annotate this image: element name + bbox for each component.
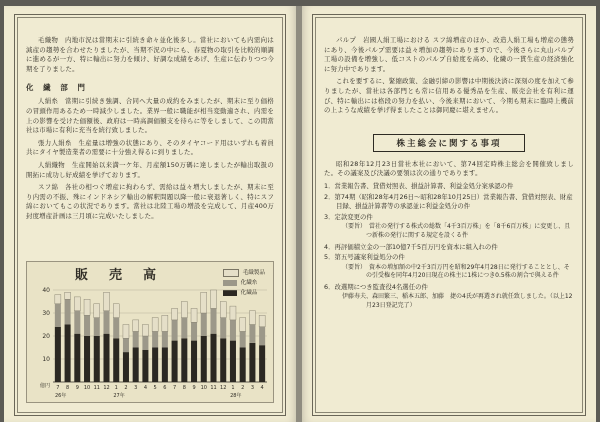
bar-segment [230, 320, 236, 341]
year-label: 28年 [230, 393, 242, 399]
agenda-item-4: 4．再評価積立金の一部10億7千5百万円を資本に組入れの件 [324, 242, 498, 251]
bar-segment [152, 348, 158, 383]
agenda-item-2: 2．第74期（昭和28年4月26日〜昭和28年10月25日）営業報告書、貸借対照表、財産目録、損益計算書等の承認並に利益金処分の件 [324, 192, 573, 211]
right-page [302, 6, 596, 422]
bar-segment [201, 292, 207, 313]
x-tick-label: 4 [260, 385, 264, 391]
bar-segment [210, 290, 216, 308]
x-tick-label: 1 [231, 385, 235, 391]
bar-segment [210, 334, 216, 382]
x-tick-label: 8 [182, 385, 186, 391]
agenda-note-5: （要旨） 資本の増加額の中2千3百万円を昭和29年4月28日に発行することとし、その引受権を同年4月20日現在の株主に1株につき0.5株の割合で與える件 [342, 263, 570, 280]
bar-segment [162, 331, 168, 347]
paragraph-staple-fiber: スフ綿 各社の相つぐ増産に拘わらず、需給は益々増大しましたが、期末に至り内需の不振、殊にインドネシア輸出の解釈問題以降一般に衰退著しく、特にスフ綿においてもこの状況であります。當社は北陸工場の増設を完成して、月産400万封度増産計画は三月頃に完成いたしました。 [26, 183, 274, 220]
bar-segment [162, 348, 168, 383]
bar-segment [123, 338, 129, 352]
bar-segment [84, 336, 90, 382]
paragraph-pulp: パルプ 岩國人絹工場における スフ綿増産のほか、改造人絹工場も増産の態勢にあり、今後パルプ需要は益々増加の趨勢にありますので、今後さらに丸山パルプ工場の設備を増強し、低コストのパルプ自給度を高め、化繊の一貫生産の経済強化に努力中であります。 [324, 36, 574, 73]
x-tick-label: 11 [93, 385, 100, 391]
bar-segment [113, 318, 119, 339]
bar-segment [142, 350, 148, 382]
bar-segment [249, 343, 255, 382]
x-tick-label: 1 [114, 385, 118, 391]
x-tick-label: 8 [65, 385, 70, 391]
meeting-intro: 昭和28年12月23日當社本社において、第74回定時株主総会を開催致しました。その議案及び決議の要領は次の通りであります。 [324, 159, 574, 178]
bar-segment [210, 308, 216, 333]
x-tick-label: 10 [83, 385, 91, 391]
bar-segment [55, 327, 61, 382]
y-unit-label: 億円 [39, 383, 50, 389]
bar-segment [259, 315, 265, 327]
bar-segment [201, 336, 207, 382]
right-page-content [324, 36, 574, 313]
agenda-item-6-members: 伊藤寿夫、森田繁三、稲本五郎、加藤 捷の4氏が再選され就任致しました。（以上12月23日登記完了） [342, 293, 573, 310]
bar-segment [191, 322, 197, 340]
bar-segment [152, 331, 158, 347]
bar-segment [220, 318, 226, 339]
bar-segment [162, 315, 168, 331]
y-tick-label: 10 [42, 356, 50, 363]
bar-segment [133, 320, 139, 332]
chart-title: 販 売 高 [75, 268, 161, 283]
bar-segment [65, 299, 71, 324]
bar-segment [230, 341, 236, 382]
paragraph-tire-cord: 張力人絹糸 生産量は増強の状態にあり、そのタイヤコード用はいずれも着員共にタイヤ製造業者の需要に十分強え得るに到りました。 [26, 138, 274, 157]
paragraph-rayon: 人絹糸 當期に引続き強調、合同へ大量の成約をみましたが、期末に至り価格の冒頭作用あるため一時減少しました。業界一般に職能が相当変動適され、内需を上の影響を受けた価額後、政府は一時高調価額支を待らに等をしまして、この間當社は市場に有利に充当を続行致しました。 [26, 97, 274, 135]
left-page [4, 6, 296, 422]
bar-segment [230, 306, 236, 320]
x-tick-label: 2 [241, 385, 245, 391]
agenda-item-6: 6．改選期につき監査役4名選任の件 [324, 282, 428, 291]
bar-segment [181, 302, 187, 318]
x-tick-label: 2 [124, 385, 128, 391]
bar-segment [84, 315, 90, 336]
bar-segment [113, 304, 119, 318]
bar-segment [172, 320, 178, 341]
bar-segment [65, 292, 71, 299]
y-tick-label: 20 [42, 333, 50, 340]
bar-segment [181, 318, 187, 339]
bar-segment [191, 308, 197, 322]
x-tick-label: 10 [200, 385, 207, 391]
paragraph-rayon-fabric: 人絹織物 生産開始以来満一ケ年、月産額150万碼に達しましたが輸出取扱の開拓に成功し好成績を挙げております。 [26, 160, 274, 179]
bar-segment [249, 325, 255, 343]
x-tick-label: 6 [163, 385, 167, 391]
bar-segment [94, 336, 100, 382]
legend-label-goods: 化繊品 [240, 290, 258, 296]
bar-segment [259, 345, 265, 382]
bar-segment [103, 292, 109, 310]
bar-segment [94, 304, 100, 318]
x-tick-label: 12 [103, 385, 110, 391]
paragraph-textile: 毛織物 内地市況は當期末に引続き命々並化後多し。當社においても内需向は減産の趨勢を合わせたりましたが、当期不況の中にも、春夏物の取引を比較的順調に進めるが一方、特に輸出に努力を傾け、好調な成績をあげ、生産に伝わりつつ今期を了りました。 [26, 36, 274, 73]
bar-segment [220, 302, 226, 318]
bar-segment [259, 327, 265, 345]
y-tick-label: 40 [42, 287, 50, 294]
bar-segment [55, 295, 61, 304]
x-tick-label: 4 [143, 385, 148, 391]
agenda-item-1: 1．営業報告書、貸借対照表、損益計算書、利益金処分案承認の件 [324, 181, 514, 190]
sales-chart [26, 261, 274, 403]
section-title-shareholders: 株主総会に関する事項 [373, 134, 525, 152]
bar-segment [220, 338, 226, 382]
bar-segment [152, 318, 158, 332]
x-tick-label: 11 [210, 385, 217, 391]
x-tick-label: 9 [75, 385, 79, 391]
bar-segment [94, 318, 100, 336]
agenda-note-3: （要旨） 當社の発行する株式の総数「4千3百万株」を「8千6百万株」に変更し、且つ新株の発行に関する規定を設くる件 [342, 223, 571, 239]
x-tick-label: 12 [220, 385, 227, 391]
bar-segment [142, 336, 148, 350]
bar-segment [201, 313, 207, 336]
bar-segment [240, 331, 246, 347]
bar-segment [113, 338, 119, 382]
bar-segment [84, 299, 90, 315]
x-tick-label: 7 [56, 385, 60, 391]
year-label: 26年 [55, 393, 67, 399]
x-tick-label: 9 [192, 385, 196, 391]
legend-label-wool: 毛織製品 [242, 270, 265, 276]
bar-segment [240, 348, 246, 383]
bar-segment [249, 311, 255, 325]
bar-segment [74, 334, 80, 382]
bar-segment [55, 304, 61, 327]
bar-segment [123, 352, 129, 382]
bar-segment [133, 348, 139, 383]
y-tick-label: 30 [42, 310, 50, 317]
bar-segment [123, 325, 129, 339]
bar-segment [191, 341, 197, 382]
bar-segment [172, 341, 178, 382]
x-tick-label: 7 [172, 385, 177, 391]
x-tick-label: 5 [153, 385, 157, 391]
agenda-item-5: 5．第五号議案利益処分の件 [324, 253, 405, 262]
left-page-content [26, 36, 274, 225]
paragraph-outlook: これを要するに、緊縮政策、金融引締の影響は中期後決済に深刻の度を加えて参りましたが、當社は各部門とも常に信用ある優秀品を生産、販売会社を有利に運び、特に輸出には格段の努力を払い、今後来期において、今期も期末に臨時上機前の上ような成績を挙げ得ましたことは御同慶に堪えません。 [324, 77, 574, 115]
bar-segment [240, 318, 246, 332]
bar-segment [181, 338, 187, 382]
bar-segment [74, 297, 80, 311]
legend-label-fiber: 化繊糸 [240, 280, 258, 286]
bar-segment [172, 308, 178, 320]
bar-segment [65, 325, 71, 383]
bar-segment [142, 325, 148, 337]
bar-segment [103, 311, 109, 334]
agenda-item-3: 3．定款変更の件 [324, 212, 373, 221]
bar-segment [103, 334, 109, 382]
heading-chemical-fiber: 化 繊 部 門 [26, 83, 87, 93]
bar-segment [74, 311, 80, 334]
year-label: 27年 [113, 393, 125, 399]
chart-plot [27, 262, 275, 402]
x-tick-label: 3 [134, 385, 138, 391]
x-tick-label: 3 [250, 385, 255, 391]
bar-segment [133, 331, 139, 347]
